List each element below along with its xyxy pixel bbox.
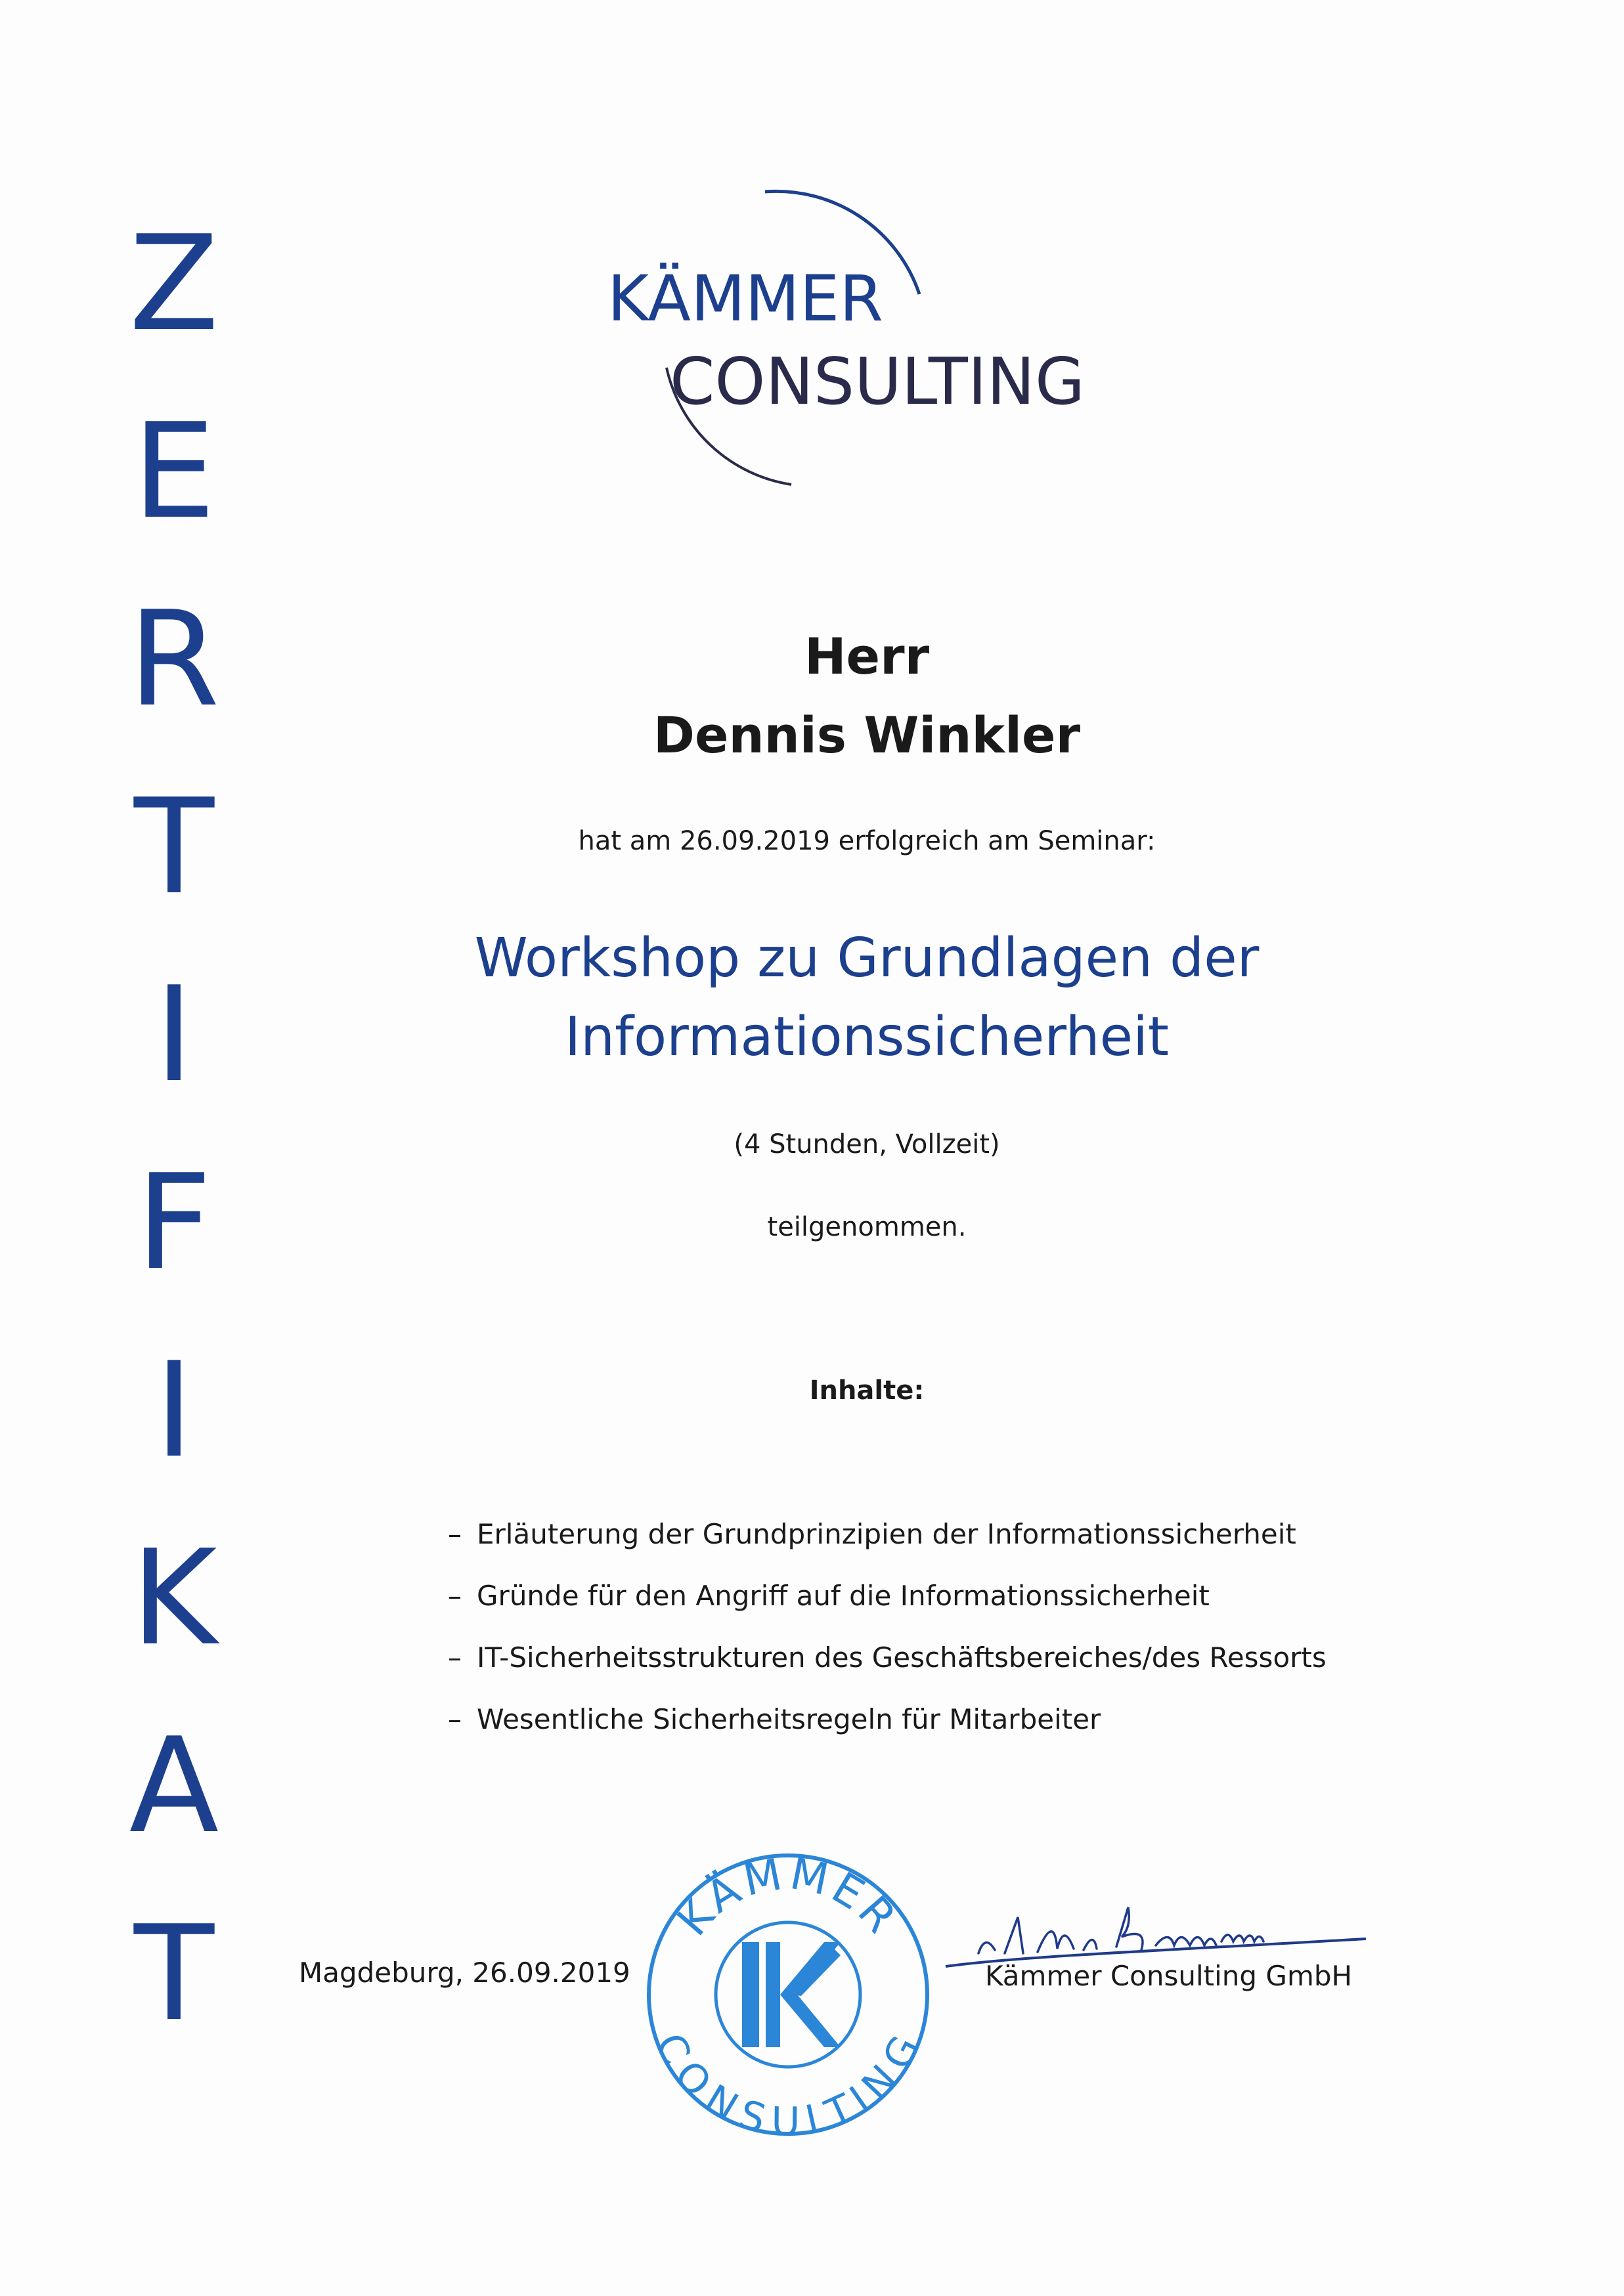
company-name: Kämmer Consulting GmbH [985,1960,1353,1992]
intro-text: hat am 26.09.2019 erfolgreich am Seminar: [578,826,1156,856]
list-item [448,1689,1327,1750]
svg-text:KÄMMER [667,1850,908,1945]
place-date: Magdeburg, 26.09.2019 [299,1957,630,1989]
company-logo [604,177,1143,506]
recipient-salutation: Herr [804,627,930,685]
title-letter: R [128,583,220,736]
course-duration: (4 Stunden, Vollzeit) [734,1129,1000,1159]
title-letter: I [154,959,194,1112]
stamp-k-emblem [742,1942,841,2047]
title-letter: K [131,1522,217,1675]
list-item-text: Erläuterung der Grundprinzipien der Informationssicherheit [477,1518,1296,1550]
recipient-name: Dennis Winkler [653,706,1081,764]
logo-line2: CONSULTING [670,345,1085,420]
title-letter: T [133,1897,215,2050]
dash: – [448,1641,462,1674]
certificate-title-vertical [85,190,263,2068]
title-letter: T [133,771,215,924]
dash: – [448,1703,462,1735]
list-item [448,1627,1327,1689]
stamp-bottom-text: CONSULTING [646,2026,931,2139]
list-item [448,1565,1327,1627]
contents-list [448,1504,1327,1750]
title-letter: F [136,1146,212,1299]
title-letter: A [129,1710,219,1863]
list-item-text: Wesentliche Sicherheitsregeln für Mitarbeiter [477,1703,1101,1735]
list-item-text: IT-Sicherheitsstrukturen des Geschäftsbereiches/des Ressorts [477,1641,1327,1674]
list-item-text: Gründe für den Angriff auf die Informationssicherheit [477,1580,1210,1612]
title-letter: I [154,1334,194,1487]
contents-heading: Inhalte: [809,1375,925,1406]
company-stamp [644,1850,933,2139]
participation-text: teilgenommen. [767,1212,967,1242]
list-item [448,1504,1327,1565]
stamp-top-text: KÄMMER [667,1850,909,1945]
logo-line1: KÄMMER [607,262,883,336]
dash: – [448,1518,462,1550]
course-title-line2: Informationssicherheit [564,1006,1170,1068]
course-title-line1: Workshop zu Grundlagen der [474,927,1260,989]
svg-text:CONSULTING [646,2026,930,2139]
course-title [460,919,1274,1077]
title-letter: E [132,395,216,548]
title-letter: Z [129,207,219,360]
dash: – [448,1580,462,1612]
